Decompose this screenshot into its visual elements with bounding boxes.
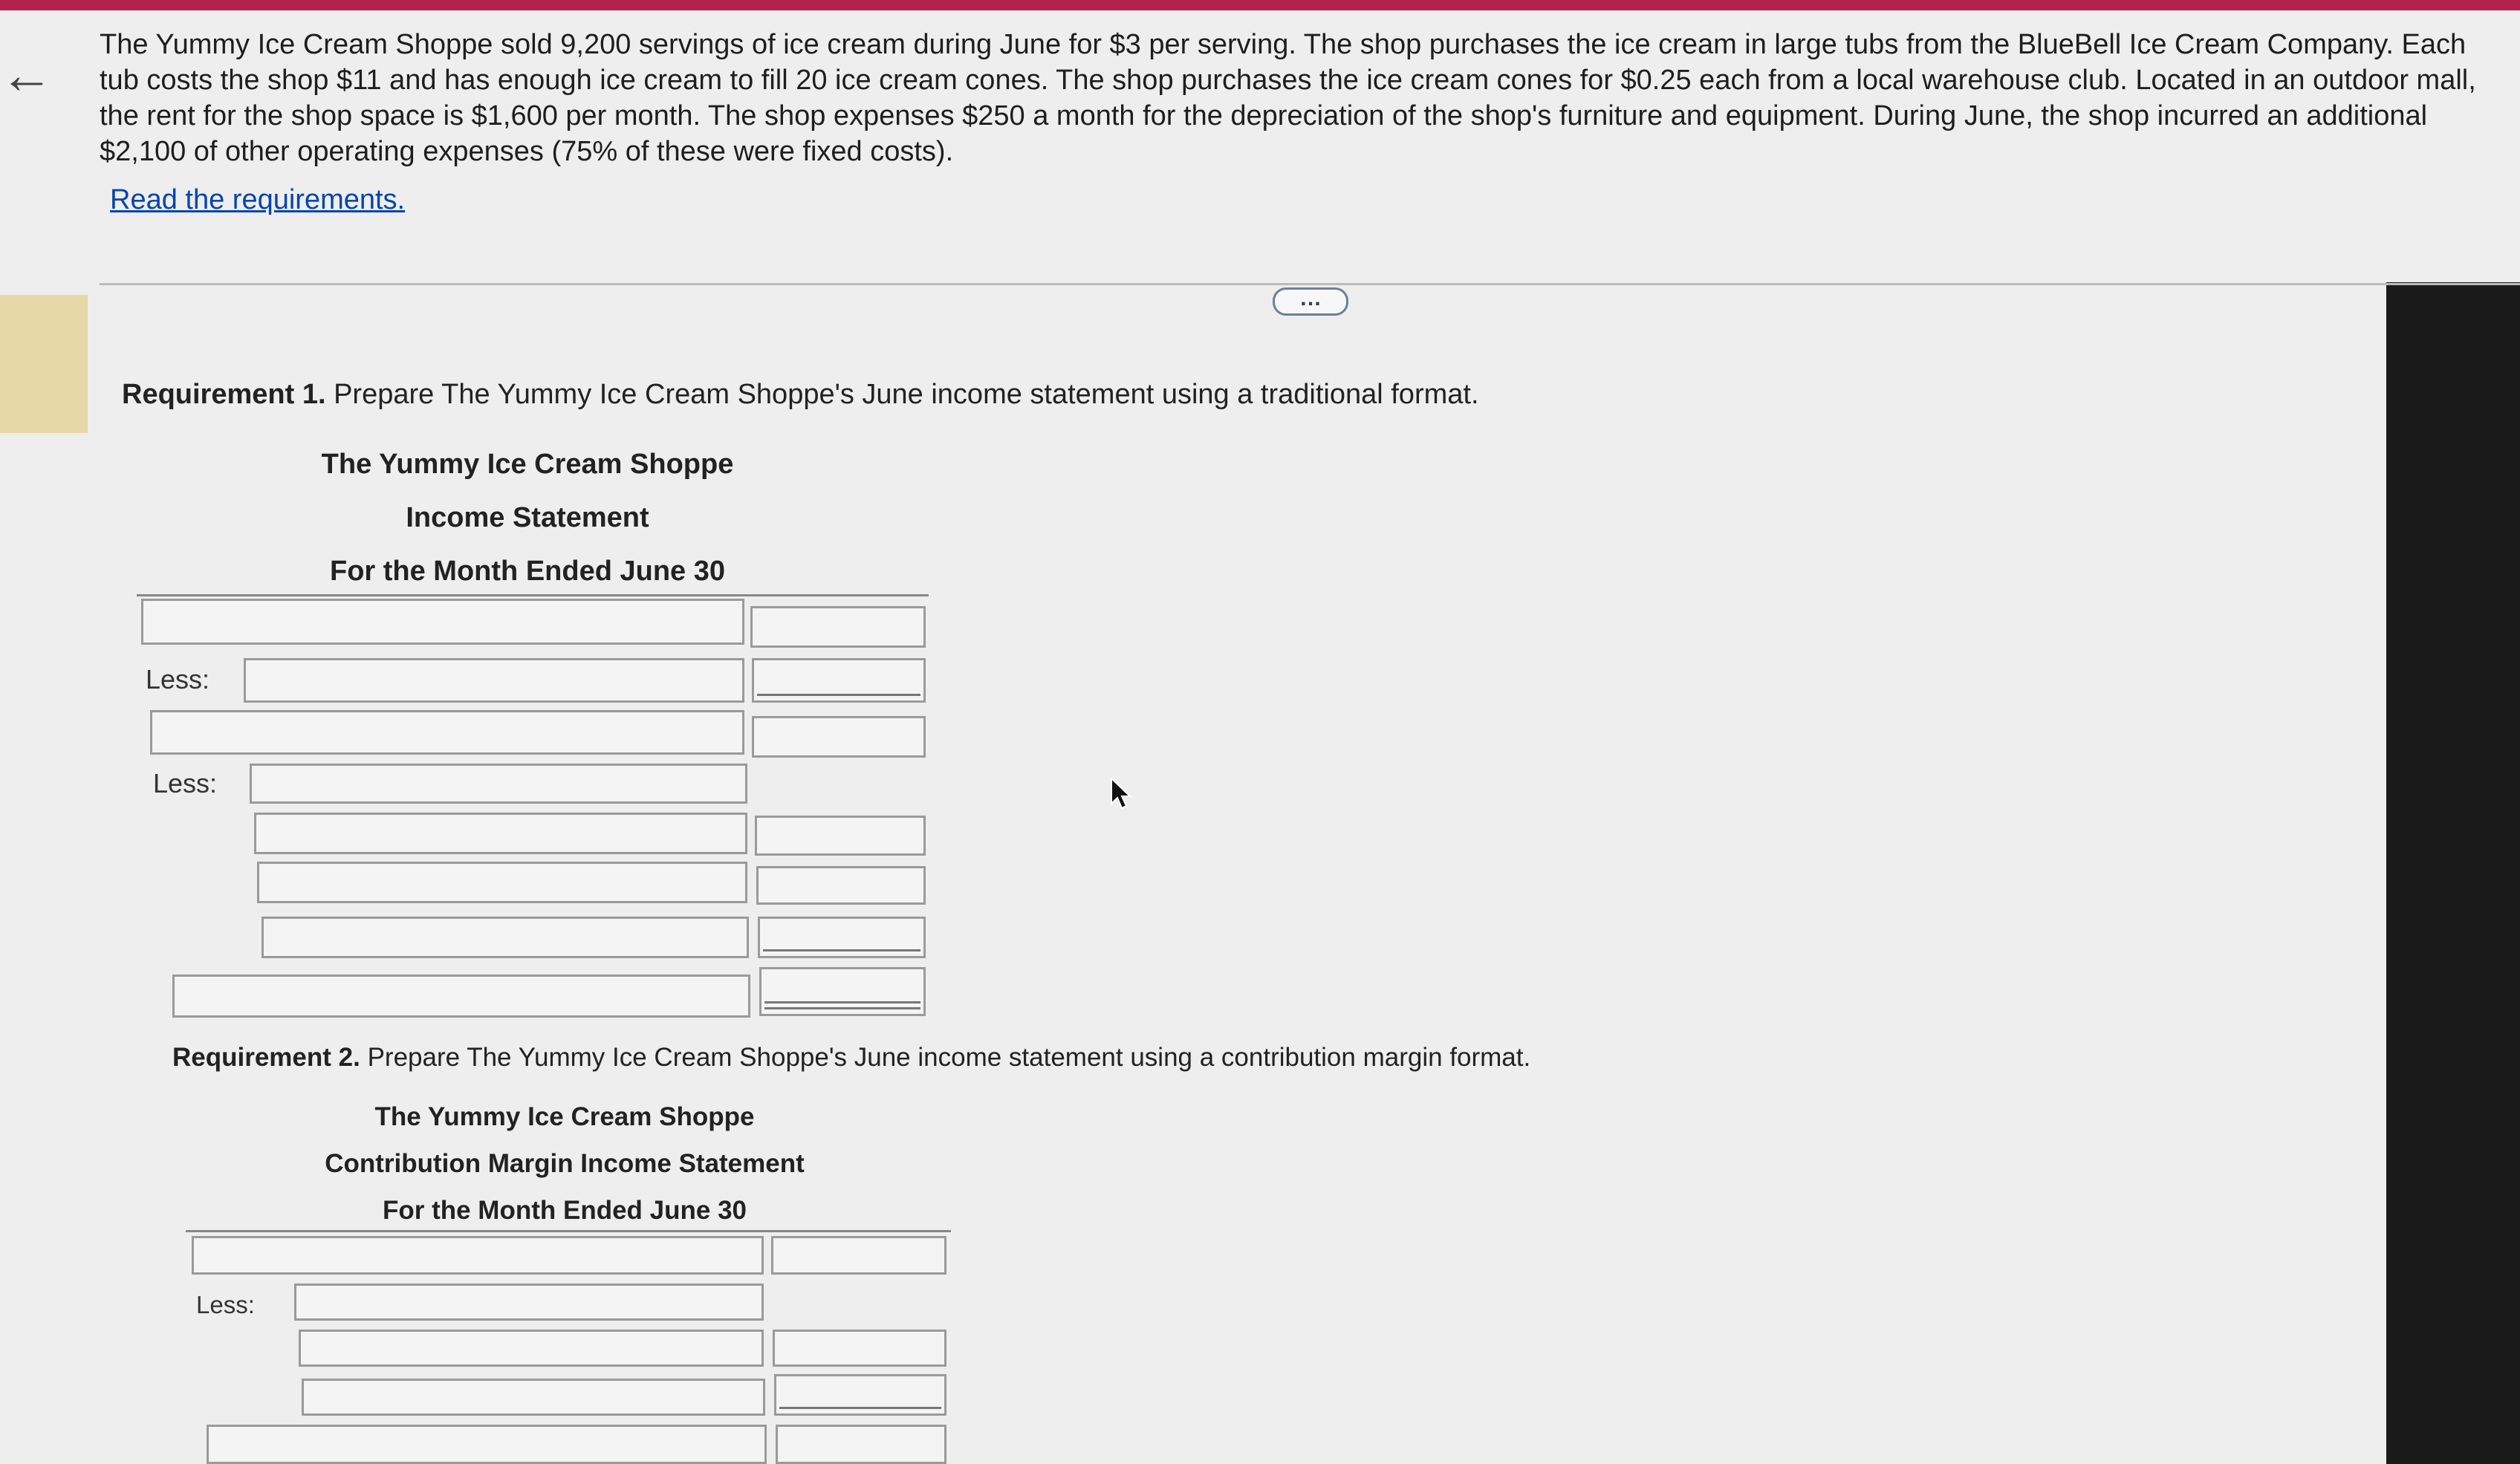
- req1-line6-label-input[interactable]: [257, 862, 747, 903]
- req2-line1-label-input[interactable]: [192, 1236, 764, 1275]
- req1-line6-amount-input[interactable]: [756, 866, 926, 905]
- req1-line1-amount-input[interactable]: [750, 606, 926, 648]
- more-options-button[interactable]: …: [1273, 287, 1348, 316]
- requirement-1-label: Requirement 1.: [122, 379, 326, 410]
- req1-line3-label-input[interactable]: [150, 710, 744, 755]
- req1-period: For the Month Ended June 30: [329, 556, 726, 587]
- req1-statement-title: Income Statement: [406, 502, 649, 533]
- problem-statement: The Yummy Ice Cream Shoppe sold 9,200 servings of ice cream during June for $3 per serving. The shop purchases the ice cream in large tubs from the BlueBell Ice Cream Company. Each tub costs the shop $11 and has enough ice cream to fill 20 ice cream cones. The shop purchases the ice cream cones for $0.25 each from a local warehouse club. Located in an outdoor mall, the rent for the shop space is $1,600 per month. The shop expenses $250 a month for the depreciation of the shop's furniture and equipment. During June, the shop incurred an additional $2,100 of other operating expenses (75% of these were fixed costs).: [100, 29, 2476, 167]
- req1-line2-label-input[interactable]: [244, 658, 744, 703]
- requirement-1-body: Prepare The Yummy Ice Cream Shoppe's June income statement using a traditional format.: [325, 379, 1479, 410]
- req2-line3-label-input[interactable]: [299, 1330, 764, 1367]
- side-highlight: [0, 295, 88, 433]
- req2-line3-amount-input[interactable]: [773, 1330, 946, 1367]
- requirement-2-text: [172, 1043, 1530, 1073]
- req1-line2-amount-input[interactable]: [752, 658, 926, 703]
- req1-less-label-2: Less:: [153, 768, 218, 798]
- read-requirements-link[interactable]: Read the requirements.: [110, 184, 406, 215]
- req2-line1-amount-input[interactable]: [771, 1236, 946, 1275]
- req2-line5-amount-input[interactable]: [776, 1425, 946, 1464]
- req2-statement-title: Contribution Margin Income Statement: [325, 1149, 805, 1178]
- req1-line1-label-input[interactable]: [141, 599, 744, 645]
- req1-line5-amount-input[interactable]: [755, 816, 926, 856]
- requirement-2-label: Requirement 2.: [172, 1043, 360, 1072]
- req2-line4-label-input[interactable]: [302, 1379, 765, 1416]
- top-accent-bar: [0, 0, 2520, 10]
- back-arrow-icon[interactable]: ←: [0, 45, 53, 105]
- mouse-pointer-icon: [1110, 777, 1132, 811]
- req1-line3-amount-input[interactable]: [752, 716, 926, 758]
- req2-line4-amount-input[interactable]: [774, 1374, 946, 1416]
- req1-header-rule: [137, 594, 929, 596]
- req2-header-rule: [186, 1230, 951, 1232]
- screen-bezel: [2386, 282, 2520, 1464]
- req1-line7-amount-input[interactable]: [758, 917, 926, 958]
- req1-line7-label-input[interactable]: [262, 917, 749, 958]
- req1-company-name: The Yummy Ice Cream Shoppe: [321, 449, 734, 480]
- req2-line2-label-input[interactable]: [294, 1284, 764, 1321]
- req2-less-label-1: Less:: [196, 1291, 255, 1318]
- req1-net-income-amount-input[interactable]: [759, 967, 926, 1016]
- req1-less-label-1: Less:: [146, 664, 210, 694]
- req2-line5-label-input[interactable]: [207, 1425, 767, 1464]
- requirement-1-text: [122, 379, 1479, 411]
- section-divider: [100, 283, 2520, 285]
- req1-line4-label-input[interactable]: [250, 764, 747, 804]
- req1-net-income-label-input[interactable]: [172, 975, 750, 1018]
- req2-period: For the Month Ended June 30: [382, 1196, 747, 1225]
- req2-company-name: The Yummy Ice Cream Shoppe: [374, 1102, 755, 1131]
- req1-line5-label-input[interactable]: [254, 813, 747, 854]
- requirement-2-body: Prepare The Yummy Ice Cream Shoppe's June income statement using a contribution margin format.: [360, 1043, 1531, 1072]
